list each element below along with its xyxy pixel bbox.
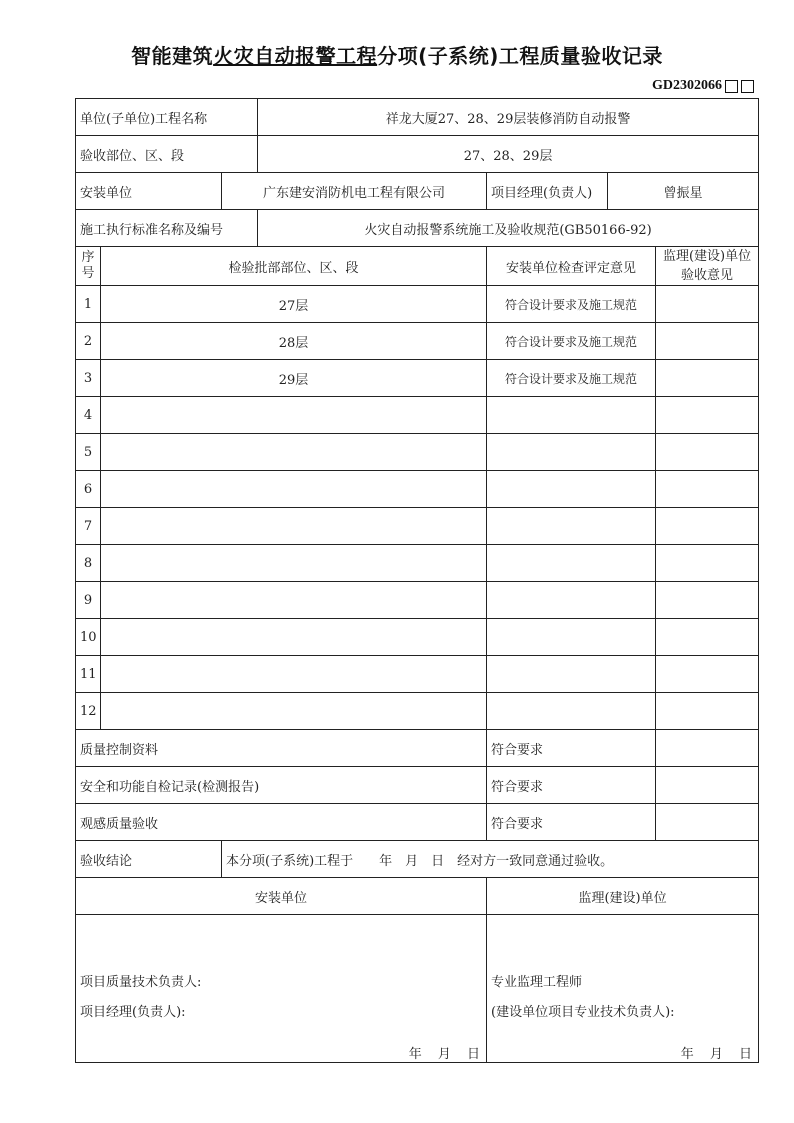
inspection-header-row (76, 247, 759, 286)
row-number: 6 (76, 471, 101, 508)
title-subject: 火灾自动报警工程 (213, 44, 378, 68)
row-installer-opinion[interactable] (487, 693, 656, 730)
row-section[interactable] (101, 508, 487, 545)
supervisor-sign-title: 监理(建设)单位 (487, 878, 759, 915)
check-label: 质量控制资料 (76, 730, 487, 767)
table-row (76, 323, 759, 360)
row-installer-opinion[interactable] (487, 471, 656, 508)
row-number: 2 (76, 323, 101, 360)
row-number: 1 (76, 286, 101, 323)
standard-value[interactable]: 火灾自动报警系统施工及验收规范(GB50166-92) (258, 210, 759, 247)
row-section[interactable] (101, 545, 487, 582)
row-number: 8 (76, 545, 101, 582)
row-section[interactable] (101, 619, 487, 656)
row-number: 11 (76, 656, 101, 693)
code-checkbox-1[interactable] (725, 80, 738, 93)
check-label: 观感质量验收 (76, 804, 487, 841)
table-row (76, 582, 759, 619)
row-number: 5 (76, 434, 101, 471)
table-row (76, 693, 759, 730)
inspection-part-value[interactable]: 27、28、29层 (258, 136, 759, 173)
row-installer-opinion[interactable] (487, 508, 656, 545)
table-row (76, 545, 759, 582)
table-row (76, 656, 759, 693)
row-number: 3 (76, 360, 101, 397)
signature-header-row (76, 878, 759, 915)
acceptance-form (75, 98, 759, 1063)
row-supervisor-opinion[interactable] (656, 286, 759, 323)
signature-row (76, 915, 759, 1063)
project-name-label: 单位(子单位)工程名称 (76, 99, 258, 136)
installer-row (76, 173, 759, 210)
table-row (76, 619, 759, 656)
inspection-rows (76, 286, 759, 730)
row-section[interactable]: 27层 (101, 286, 487, 323)
installer-manager-label: 项目经理(负责人): (80, 1005, 186, 1020)
supervisor-opinion-header: 监理(建设)单位验收意见 (656, 247, 759, 286)
conclusion-text[interactable]: 本分项(子系统)工程于 年 月 日 经对方一致同意通过验收。 (222, 841, 759, 878)
check-supervisor-cell[interactable] (656, 804, 759, 841)
row-supervisor-opinion[interactable] (656, 582, 759, 619)
installer-value[interactable]: 广东建安消防机电工程有限公司 (222, 173, 487, 210)
check-row-2 (76, 767, 759, 804)
row-installer-opinion[interactable]: 符合设计要求及施工规范 (487, 323, 656, 360)
table-row (76, 434, 759, 471)
conclusion-row (76, 841, 759, 878)
check-result[interactable]: 符合要求 (487, 730, 656, 767)
row-section[interactable] (101, 434, 487, 471)
check-supervisor-cell[interactable] (656, 730, 759, 767)
row-supervisor-opinion[interactable] (656, 434, 759, 471)
section-header: 检验批部部位、区、段 (101, 247, 487, 286)
seq-header: 序号 (76, 247, 101, 286)
row-number: 4 (76, 397, 101, 434)
installer-label: 安装单位 (76, 173, 222, 210)
conclusion-label: 验收结论 (76, 841, 222, 878)
project-name-row (76, 99, 759, 136)
inspection-part-row (76, 136, 759, 173)
row-installer-opinion[interactable] (487, 656, 656, 693)
supervisor-sign-cell[interactable] (487, 915, 759, 1063)
check-result[interactable]: 符合要求 (487, 767, 656, 804)
table-row (76, 286, 759, 323)
standard-row (76, 210, 759, 247)
row-supervisor-opinion[interactable] (656, 397, 759, 434)
row-installer-opinion[interactable] (487, 434, 656, 471)
standard-label: 施工执行标准名称及编号 (76, 210, 258, 247)
row-section[interactable] (101, 582, 487, 619)
row-supervisor-opinion[interactable] (656, 656, 759, 693)
row-number: 12 (76, 693, 101, 730)
title-suffix: 分项(子系统)工程质量验收记录 (377, 44, 663, 68)
row-installer-opinion[interactable]: 符合设计要求及施工规范 (487, 360, 656, 397)
table-row (76, 397, 759, 434)
owner-tech-lead-label: (建设单位项目专业技术负责人): (491, 1005, 675, 1020)
installer-opinion-header: 安装单位检查评定意见 (487, 247, 656, 286)
installer-sign-title: 安装单位 (76, 878, 487, 915)
manager-value[interactable]: 曾振星 (608, 173, 759, 210)
supervisor-engineer-label: 专业监理工程师 (491, 975, 583, 990)
row-supervisor-opinion[interactable] (656, 471, 759, 508)
check-result[interactable]: 符合要求 (487, 804, 656, 841)
check-row-3 (76, 804, 759, 841)
title-prefix: 智能建筑 (131, 44, 214, 68)
row-number: 10 (76, 619, 101, 656)
row-section[interactable] (101, 471, 487, 508)
row-supervisor-opinion[interactable] (656, 693, 759, 730)
row-installer-opinion[interactable] (487, 545, 656, 582)
row-installer-opinion[interactable] (487, 582, 656, 619)
row-section[interactable] (101, 397, 487, 434)
project-name-value[interactable]: 祥龙大厦27、28、29层装修消防自动报警 (258, 99, 759, 136)
row-supervisor-opinion[interactable] (656, 323, 759, 360)
row-installer-opinion[interactable]: 符合设计要求及施工规范 (487, 286, 656, 323)
row-supervisor-opinion[interactable] (656, 619, 759, 656)
row-supervisor-opinion[interactable] (656, 545, 759, 582)
row-section[interactable]: 29层 (101, 360, 487, 397)
page-title (0, 40, 794, 69)
supervisor-sign-date: 年 月 日 (680, 1047, 753, 1062)
check-label: 安全和功能自检记录(检测报告) (76, 767, 487, 804)
document-code-text: GD2302066 (652, 78, 722, 93)
row-number: 9 (76, 582, 101, 619)
check-supervisor-cell[interactable] (656, 767, 759, 804)
table-row (76, 471, 759, 508)
row-section[interactable] (101, 656, 487, 693)
document-code (652, 78, 754, 94)
installer-sign-date: 年 月 日 (408, 1047, 481, 1062)
row-supervisor-opinion[interactable] (656, 508, 759, 545)
row-supervisor-opinion[interactable] (656, 360, 759, 397)
table-row (76, 360, 759, 397)
row-installer-opinion[interactable] (487, 397, 656, 434)
check-row-1 (76, 730, 759, 767)
table-row (76, 508, 759, 545)
code-checkbox-2[interactable] (741, 80, 754, 93)
manager-label: 项目经理(负责人) (487, 173, 608, 210)
installer-quality-lead-label: 项目质量技术负责人: (80, 975, 202, 990)
installer-sign-cell[interactable] (76, 915, 487, 1063)
row-section[interactable] (101, 693, 487, 730)
row-number: 7 (76, 508, 101, 545)
row-installer-opinion[interactable] (487, 619, 656, 656)
row-section[interactable]: 28层 (101, 323, 487, 360)
inspection-part-label: 验收部位、区、段 (76, 136, 258, 173)
